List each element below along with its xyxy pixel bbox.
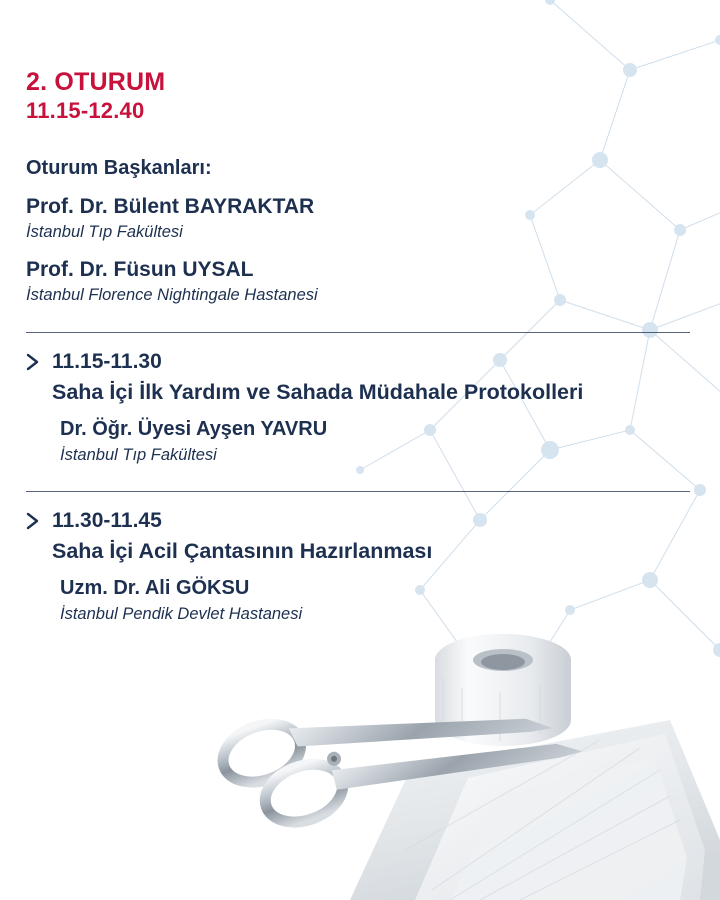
talk-item (26, 508, 690, 624)
divider (26, 332, 690, 333)
page-title: 2. OTURUM (26, 68, 166, 96)
talk-item (26, 349, 690, 465)
surgical-scissors-and-bandage-photo (200, 600, 720, 900)
talk-speaker: Uzm. Dr. Ali GÖKSU (60, 576, 250, 599)
chair-name: Prof. Dr. Bülent BAYRAKTAR (26, 195, 315, 219)
talk-title: Saha İçi İlk Yardım ve Sahada Müdahale Protokolleri (52, 380, 584, 405)
chair-name: Prof. Dr. Füsun UYSAL (26, 258, 254, 282)
talk-time: 11.15-11.30 (52, 349, 162, 373)
chevron-right-icon (26, 349, 52, 376)
chair-entry (26, 194, 690, 243)
talk-title: Saha İçi Acil Çantasının Hazırlanması (52, 539, 433, 564)
chair-entry (26, 257, 690, 306)
chairs-label: Oturum Başkanları: (26, 157, 212, 180)
chevron-right-icon (26, 508, 52, 535)
session-time: 11.15-12.40 (26, 98, 145, 123)
talk-time: 11.30-11.45 (52, 509, 162, 533)
talk-affiliation: İstanbul Tıp Fakültesi (60, 445, 217, 464)
talk-affiliation: İstanbul Pendik Devlet Hastanesi (60, 604, 303, 623)
chair-affiliation: İstanbul Tıp Fakültesi (26, 223, 183, 242)
chair-affiliation: İstanbul Florence Nightingale Hastanesi (26, 286, 318, 305)
divider (26, 491, 690, 492)
talk-speaker: Dr. Öğr. Üyesi Ayşen YAVRU (60, 417, 328, 440)
